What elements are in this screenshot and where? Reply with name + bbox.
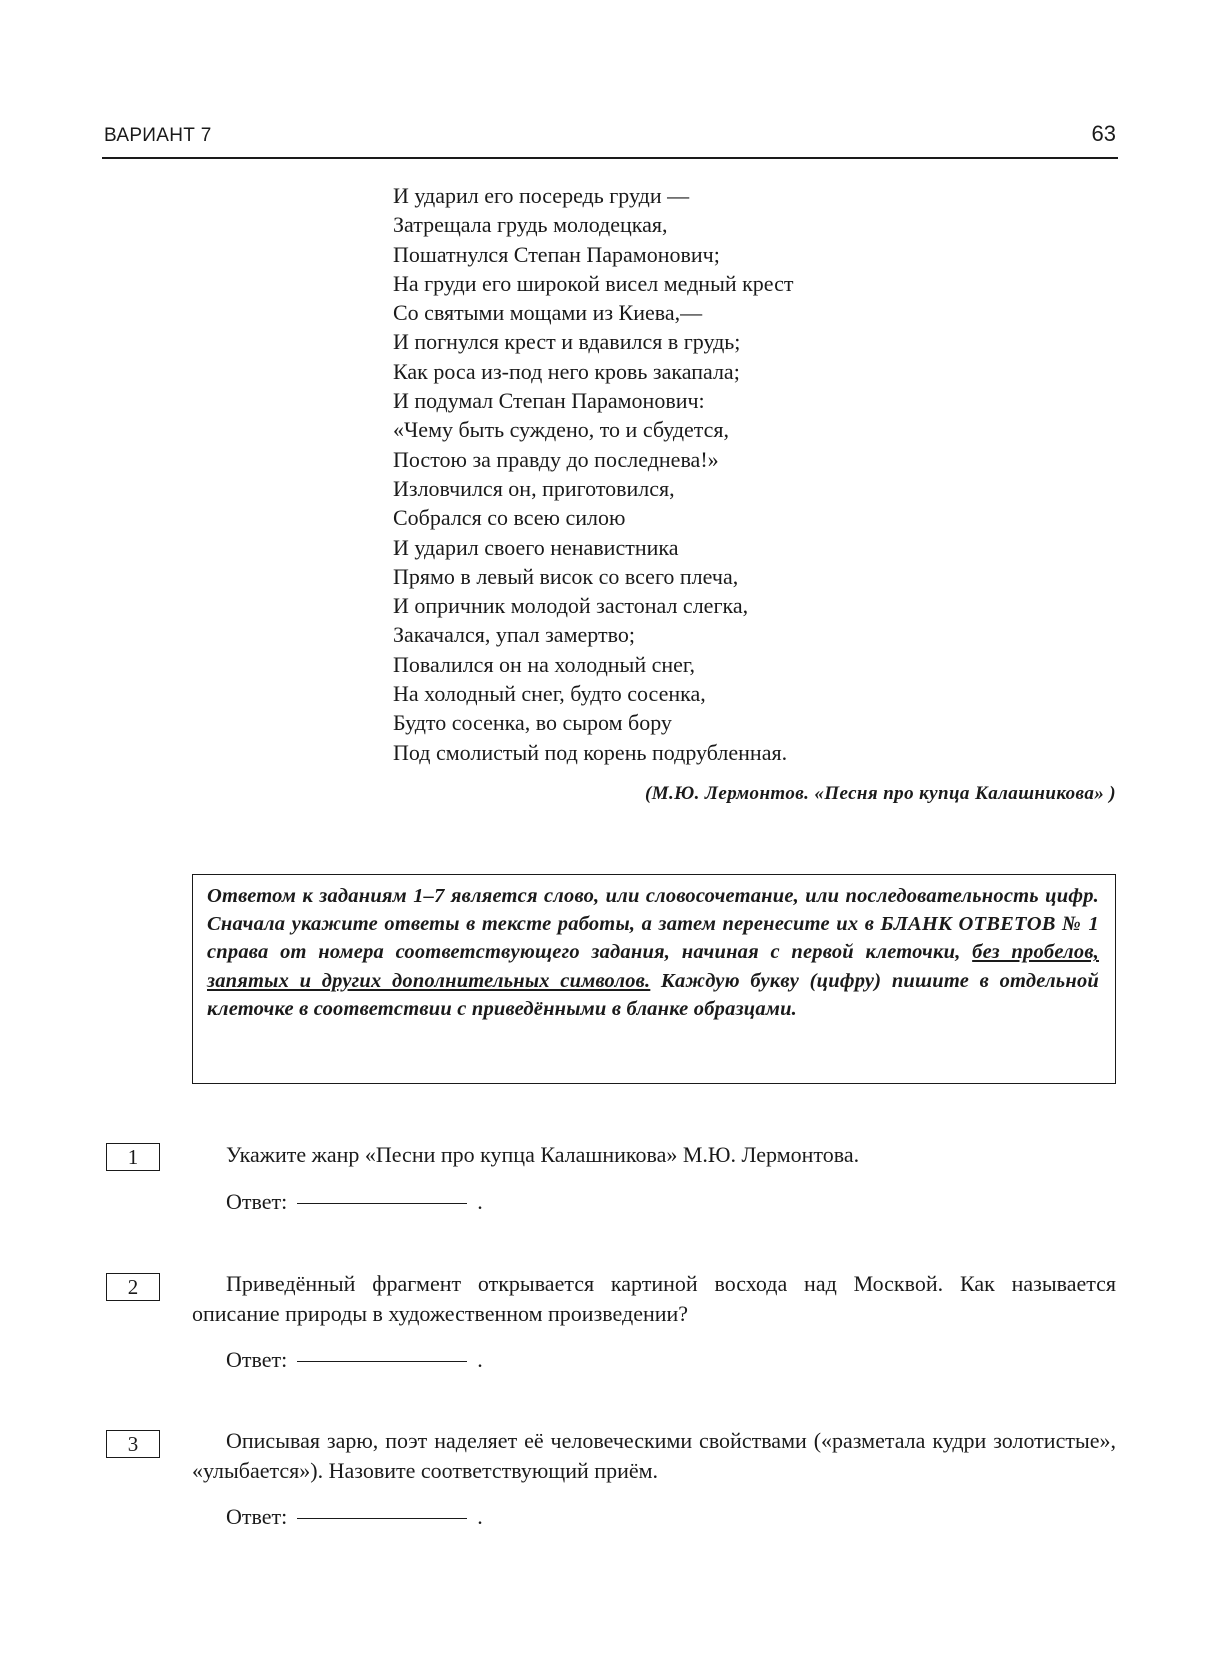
poem-line: Под смолистый под корень подрубленная. bbox=[393, 739, 788, 765]
answer-end: . bbox=[477, 1504, 483, 1529]
answer-row bbox=[226, 1504, 483, 1530]
poem-attribution: (М.Ю. Лермонтов. «Песня про купца Калашникова» ) bbox=[644, 783, 1116, 804]
poem-line: «Чему быть суждено, то и сбудется, bbox=[393, 417, 730, 443]
poem-line: Затрещала грудь молодецкая, bbox=[393, 212, 668, 238]
task-number-box: 2 bbox=[106, 1273, 160, 1301]
poem-line: На холодный снег, будто сосенка, bbox=[393, 681, 706, 707]
poem-line: Пошатнулся Степан Парамонович; bbox=[393, 241, 720, 267]
task-number-box: 1 bbox=[106, 1143, 160, 1171]
task-number-box: 3 bbox=[106, 1430, 160, 1458]
task-question: Укажите жанр «Песни про купца Калашникова» М.Ю. Лермонтова. bbox=[226, 1142, 860, 1167]
instruction-text-end: Каждую букву (цифру) пишите в отдельной клеточке в соответствии с приведёнными в бланке образцами. bbox=[207, 969, 1100, 1020]
answer-label: Ответ: bbox=[226, 1189, 288, 1214]
poem-line: Собрался со всею силою bbox=[393, 505, 626, 531]
answer-row bbox=[226, 1189, 483, 1215]
poem-line: На груди его широкой висел медный крест bbox=[393, 270, 794, 296]
poem-line: Постою за правду до последнева!» bbox=[393, 446, 719, 472]
answer-label: Ответ: bbox=[226, 1347, 288, 1372]
poem-excerpt bbox=[393, 181, 794, 767]
answer-field[interactable] bbox=[297, 1516, 467, 1519]
answer-row bbox=[226, 1347, 483, 1373]
instruction-box bbox=[192, 874, 1116, 1084]
header-divider bbox=[102, 157, 1118, 159]
poem-line: Закачался, упал замертво; bbox=[393, 622, 635, 648]
instruction-underlined: без пробелов, запятых и других дополнительных символов. bbox=[207, 941, 1100, 992]
task-question: Приведённый фрагмент открывается картиной восхода над Москвой. Как называется описание природы в художественном произведении? bbox=[192, 1271, 1116, 1326]
poem-line: Будто сосенка, во сыром бору bbox=[393, 710, 672, 736]
poem-line: И подумал Степан Парамонович: bbox=[393, 388, 705, 414]
poem-line: Как роса из-под него кровь закапала; bbox=[393, 358, 740, 384]
answer-end: . bbox=[477, 1347, 483, 1372]
poem-line: Со святыми мощами из Киева,— bbox=[393, 300, 703, 326]
answer-field[interactable] bbox=[297, 1201, 467, 1204]
poem-line: И ударил его посередь груди — bbox=[393, 183, 690, 208]
poem-line: Изловчился он, приготовился, bbox=[393, 475, 675, 501]
instruction-text: Ответом к заданиям 1–7 является слово, или словосочетание, или последовательность цифр. Сначала укажите ответы в тексте работы, а затем перенесите их в БЛАНК ОТВЕТОВ № 1 справа от номера соответствующего задания, начиная с первой клеточки, bbox=[207, 885, 1099, 964]
task-question: Описывая зарю, поэт наделяет её человеческими свойствами («разметала кудри золотистые», «улыбается»). Назовите соответствующий приём. bbox=[192, 1428, 1116, 1483]
answer-end: . bbox=[477, 1189, 483, 1214]
page-number: 63 bbox=[1091, 121, 1116, 146]
poem-line: И ударил своего ненавистника bbox=[393, 534, 679, 560]
poem-line: И опричник молодой застонал слегка, bbox=[393, 593, 749, 619]
poem-line: И погнулся крест и вдавился в грудь; bbox=[393, 329, 741, 355]
poem-line: Прямо в левый висок со всего плеча, bbox=[393, 563, 739, 589]
variant-header: ВАРИАНТ 7 bbox=[104, 125, 212, 146]
answer-label: Ответ: bbox=[226, 1504, 288, 1529]
poem-line: Повалился он на холодный снег, bbox=[393, 651, 695, 677]
answer-field[interactable] bbox=[297, 1359, 467, 1362]
